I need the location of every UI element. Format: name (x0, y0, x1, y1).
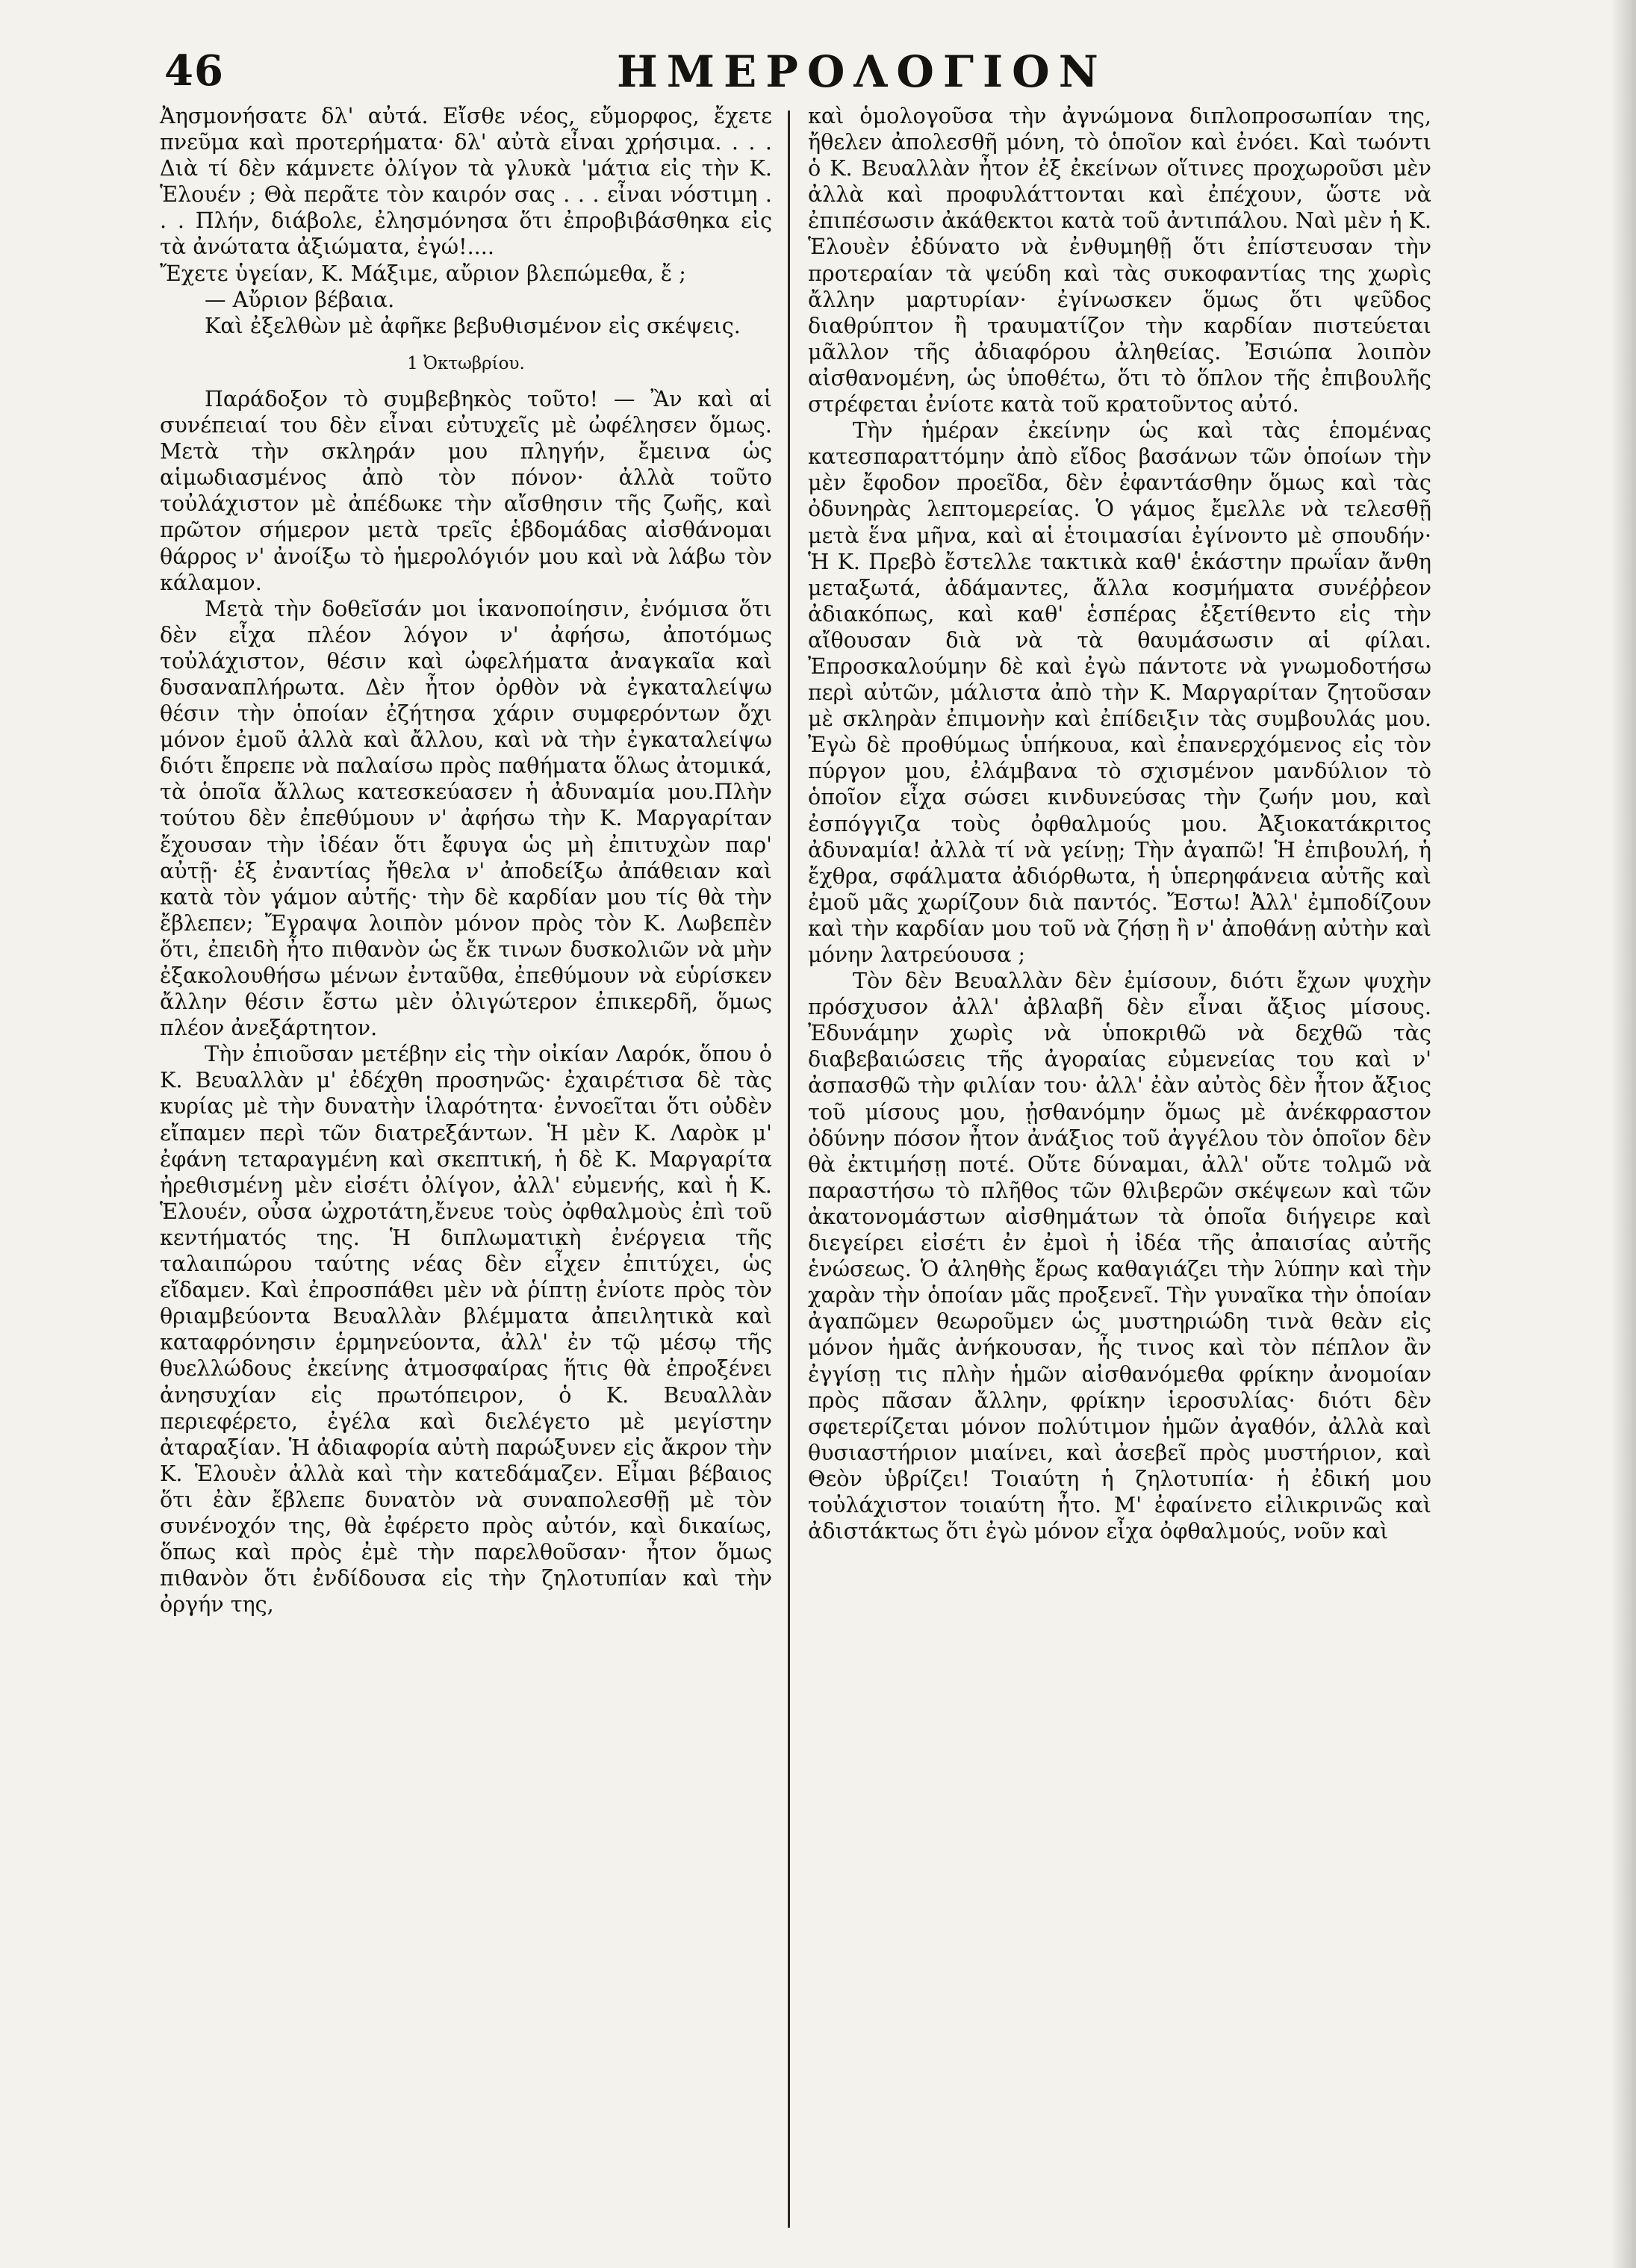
left-paragraph-5: Παράδοξον τὸ συμβεβηκὸς τοῦτο! — Ἂν καὶ αἱ συνέπειαί του δὲν εἶναι εὐτυχεῖς μὲ ὠφέλησεν ὅμως. Μετὰ τὴν σκληράν μου πληγήν, ἔμεινα ὡς αἱμωδιασμένος ἀπὸ τὸν πόνον· ἀλλὰ τοῦτο τοὐλάχιστον μὲ ἀπέδωκε τὴν αἴσθησιν τῆς ζωῆς, καὶ πρῶτον σήμερον μετὰ τρεῖς ἑβδομάδας αἰσθάνομαι θάρρος ν' ἀνοίξω τὸ ἡμερολόγιόν μου καὶ νὰ λάβω τὸν κάλαμον. (160, 385, 772, 595)
right-paragraph-3: Τὸν δὲν Βευαλλὰν δὲν ἐμίσουν, διότι ἔχων ψυχὴν πρόσχυσον ἀλλ' ἀβλαβῆ δὲν εἶναι ἄξιος μίσους. Ἐδυνάμην χωρὶς νὰ ὑποκριθῶ νὰ δεχθῶ τὰς διαβεβαιώσεις τῆς ἀγοραίας εὐμενείας του καὶ ν' ἀσπασθῶ τὴν φιλίαν του· ἀλλ' ἐὰν αὐτὸς δὲν ἦτον ἄξιος τοῦ μίσους μου, ᾐσθανόμην ὅμως μὲ ἀνέκφραστον ὀδύνην πόσον ἦτον ἀνάξιος τοῦ ἀγγέλου τὸν ὁποῖον δὲν θὰ ἐκτιμήσῃ ποτέ. Οὔτε δύναμαι, ἀλλ' οὔτε τολμῶ νὰ παραστήσω τὸ πλῆθος τῶν θλιβερῶν σκέψεων καὶ τῶν ἀκατονομάστων αἰσθημάτων τὰ ὁποῖα διήγειρε καὶ διεγείρει εἰσέτι ἐν ἐμοὶ ἡ ἰδέα τῆς ἀπαισίας αὐτῆς ἑνώσεως. Ὁ ἀληθὴς ἔρως καθαγιάζει τὴν λύπην καὶ τὴν χαρὰν τὴν ὁποίαν μᾶς προξενεῖ. Τὴν γυναῖκα τὴν ὁποίαν ἀγαπῶμεν θεωροῦμεν ὡς μυστηριώδη τινὰ θεὰν εἰς μόνον ἡμᾶς ἀνήκουσαν, ἧς τινος καὶ τὸν πέπλον ἂν ἐγγίσῃ τις πλὴν ἡμῶν αἰσθανόμεθα φρίκην ἀνομοίαν πρὸς πᾶσαν ἄλλην, φρίκην ἱεροσυλίας· διότι δὲν σφετερίζεται μόνον πολύτιμον ἡμῶν ἀγαθόν, ἀλλὰ καὶ θυσιαστήριον μιαίνει, καὶ ἀσεβεῖ πρὸς μυστήριον, καὶ Θεὸν ὑβρίζει! Τοιαύτη ἡ ζηλοτυπία· ἡ ἐδική μου τοὐλάχιστον τοιαύτη ἦτο. Μ' ἐφαίνετο εἰλικρινῶς καὶ ἀδιστάκτως ὅτι ἐγὼ μόνον εἶχα ὀφθαλμούς, νοῦν καὶ (808, 968, 1431, 1544)
left-paragraph-2: Ἔχετε ὑγείαν, Κ. Μάξιμε, αὔριον βλεπώμεθα, ἔ ; (160, 260, 686, 286)
running-title: ΗΜΕΡΟΛΟΓΙΟΝ (617, 46, 1107, 97)
left-paragraph-1: Ἀησμονήσατε δλ' αὐτά. Εἴσθε νέος, εὔμορφος, ἔχετε πνεῦμα καὶ προτερήματα· δλ' αὐτὰ εἶναι χρήσιμα. . . . Διὰ τί δὲν κάμνετε ὀλίγον τὰ γλυκὰ 'μάτια εἰς τὴν Κ. Ἑλουέν ; Θὰ περᾶτε τὸν καιρόν σας . . . εἶναι νόστιμη . . . Πλήν, διάβολε, ἐλησμόνησα ὅτι ἐπροβιβάσθηκα εἰς τὰ ἀνώτατα ἀξιώματα, ἐγώ!.... (160, 103, 772, 260)
right-paragraph-1: καὶ ὁμολογοῦσα τὴν ἀγνώμονα διπλοπροσωπίαν της, ἤθελεν ἀπολεσθῆ μόνη, τὸ ὁποῖον καὶ ἐνόει. Καὶ τωόντι ὁ Κ. Βευαλλὰν ἦτον ἐξ ἐκείνων οἵτινες προχωροῦσι μὲν ἀλλὰ καὶ προφυλάττονται καὶ ἐπέχουν, ὥστε νὰ ἐπιπέσωσιν ἀκάθεκτοι κατὰ τοῦ ἀντιπάλου. Ναὶ μὲν ἡ Κ. Ἑλουὲν ἐδύνατο νὰ ἐνθυμηθῇ ὅτι ἐπίστευσαν τὴν προτεραίαν τὰ ψεύδη καὶ τὰς συκοφαντίας της χωρὶς ἄλλην μαρτυρίαν· ἐγίνωσκεν ὅμως ὅτι ψεῦδος διαθρύπτον ἢ τραυματίζον τὴν καρδίαν πιστεύεται μᾶλλον τῆς ἀδιαφόρου ἀληθείας. Ἐσιώπα λοιπὸν αἰσθανομένη, ὡς ὑποθέτω, ὅτι τὸ ὅπλον τῆς ἐπιβουλῆς στρέφεται ἐνίοτε κατὰ τοῦ κρατοῦντος αὐτό. (808, 103, 1431, 417)
left-paragraph-6: Μετὰ τὴν δοθεῖσάν μοι ἱκανοποίησιν, ἐνόμισα ὅτι δὲν εἶχα πλέον λόγον ν' ἀφήσω, ἀποτόμως τοὐλάχιστον, θέσιν καὶ ὠφελήματα ἀναγκαῖα καὶ δυσαναπλήρωτα. Δὲν ἦτον ὀρθὸν νὰ ἐγκαταλείψω θέσιν τὴν ὁποίαν ἐζήτησα χάριν συμφερόντων ὄχι μόνον ἐμοῦ ἀλλὰ καὶ ἄλλου, καὶ νὰ τὴν ἐγκαταλείψω διότι ἔπρεπε νὰ παλαίσω πρὸς παθήματα ὅλως ἀτομικά, τὰ ὁποῖα ἄλλως κατεσκεύασεν ἡ ἀδυναμία μου.Πλὴν τούτου δὲν ἐπεθύμουν ν' ἀφήσω τὴν Κ. Μαργαρίταν ἔχουσαν τὴν ἰδέαν ὅτι ἔφυγα ὡς μὴ ἐπιτυχὼν παρ' αὐτῇ· ἐξ ἐναντίας ἤθελα ν' ἀποδείξω ἀπάθειαν καὶ κατὰ τὸν γάμον αὐτῆς· τὴν δὲ καρδίαν μου τίς θὰ τὴν ἔβλεπεν; Ἔγραψα λοιπὸν μόνον πρὸς τὸν Κ. Λωβεπὲν ὅτι, ἐπειδὴ ἦτο πιθανὸν ὡς ἔκ τινων δυσκολιῶν νὰ μὴν ἐξακολουθήσω μένων ἐνταῦθα, ἐπεθύμουν νὰ εὑρίσκεν ἄλλην θέσιν ἔστω μὲν ὀλιγώτερον ἐπικερδῆ, ὅμως πλέον ἀνεξάρτητον. (160, 595, 772, 1041)
right-paragraph-2: Τὴν ἡμέραν ἐκείνην ὡς καὶ τὰς ἑπομένας κατεσπαραττόμην ἀπὸ εἴδος βασάνων τῶν ὁποίων τὴν μὲν ἔφοδον προεῖδα, δὲν ἐφαντάσθην ὅμως καὶ τὰς ὀδυνηρὰς λεπτομερείας. Ὁ γάμος ἔμελλε νὰ τελεσθῇ μετὰ ἕνα μῆνα, καὶ αἱ ἑτοιμασίαι ἐγίνοντο μὲ σπουδήν· Ἡ Κ. Πρεβὸ ἔστελλε τακτικὰ καθ' ἑκάστην πρωΐαν ἄνθη μεταξωτά, ἀδάμαντες, ἄλλα κοσμήματα συνέῤῥεον ἀδιακόπως, καὶ καθ' ἑσπέρας ἐξετίθεντο εἰς τὴν αἴθουσαν διὰ νὰ τὰ θαυμάσωσιν αἱ φίλαι. Ἐπροσκαλούμην δὲ καὶ ἐγὼ πάντοτε νὰ γνωμοδοτήσω περὶ αὐτῶν, μάλιστα ἀπὸ τὴν Κ. Μαργαρίταν ζητοῦσαν μὲ σκληρὰν ἐπιμονὴν καὶ ἐπίδειξιν τὰς συμβουλάς μου. Ἐγὼ δὲ προθύμως ὑπήκουα, καὶ ἐπανερχόμενος εἰς τὸν πύργον μου, ἐλάμβανα τὸ σχισμένον μανδύλιον τὸ ὁποῖον εἶχα σώσει κινδυνεύσας τὴν ζωήν μου, καὶ ἐσπόγγιζα τοὺς ὀφθαλμούς μου. Ἀξιοκατάκριτος ἀδυναμία! ἀλλὰ τί νὰ γείνῃ; Τὴν ἀγαπῶ! Ἡ ἐπιβουλή, ἡ ἔχθρα, σφάλματα ἀδιόρθωτα, ἡ ὑπερηφάνεια αὐτῆς καὶ ἐμοῦ μᾶς χωρίζουν διὰ παντός. Ἔστω! Ἀλλ' ἐμποδίζουν καὶ τὴν καρδίαν μου τοῦ νὰ ζήσῃ ἢ ν' ἀποθάνῃ αὐτὴν καὶ μόνην λατρεύουσα ; (808, 417, 1431, 967)
page-number: 46 (164, 46, 224, 96)
left-paragraph-7: Τὴν ἐπιοῦσαν μετέβην εἰς τὴν οἰκίαν Λαρόκ, ὅπου ὁ Κ. Βευαλλὰν μ' ἐδέχθη προσηνῶς· ἐχαιρέτισα δὲ τὰς κυρίας μὲ τὴν δυνατὴν ἱλαρότητα· ἐνvοεῖται ὅτι οὐδὲν εἴπαμεν περὶ τῶν διατρεξάντων. Ἡ μὲν Κ. Λαρὸκ μ' ἐφάνη τεταραγμένη καὶ σκεπτική, ἡ δὲ Κ. Μαργαρίτα ἠρεθισμένη μὲν εἰσέτι ὀλίγον, ἀλλ' εὐμενής, καὶ ἡ Κ. Ἑλουέν, οὖσα ὠχροτάτη,ἔνευε τοὺς ὀφθαλμοὺς ἐπὶ τοῦ κεντήματός της. Ἡ διπλωματικὴ ἐνέργεια τῆς ταλαιπώρου ταύτης νέας δὲν εἶχεν ἐπιτύχει, ὡς εἴδαμεν. Καὶ ἐπροσπάθει μὲν νὰ ῥίπτῃ ἐνίοτε πρὸς τὸν θριαμβεύοντα Βευαλλὰν βλέμματα ἀπειλητικὰ καὶ καταφρόνησιν ἑρμηνεύοντα, ἀλλ' ἐν τῷ μέσῳ τῆς θυελλώδους ἐκείνης ἀτμοσφαίρας ἥτις θὰ ἐπροξένει ἀνησυχίαν εἰς πρωτόπειρον, ὁ Κ. Βευαλλὰν περιεφέρετο, ἐγέλα καὶ διελέγετο μὲ μεγίστην ἀταραξίαν. Ἡ ἀδιαφορία αὐτὴ παρώξυνεν εἰς ἄκρον τὴν Κ. Ἑλουὲν ἀλλὰ καὶ τὴν κατεδάμαζεν. Εἶμαι βέβαιος ὅτι ἐὰν ἔβλεπε δυνατὸν νὰ συναπολεσθῇ μὲ τὸν συνένοχόν της, θὰ ἐφέρετο πρὸς αὐτόν, καὶ δικαίως, ὅπως καὶ πρὸς ἐμὲ τὴν παρελθοῦσαν· ἦτον ὅμως πιθανὸν ὅτι ἐνδίδουσα εἰς τὴν ζηλοτυπίαν καὶ τὴν ὀργήν της, (160, 1041, 772, 1618)
left-column (160, 103, 772, 2246)
column-divider (788, 111, 790, 2228)
right-column (808, 103, 1431, 2246)
entry-date: 1 Ὀκτωβρίου. (407, 353, 525, 373)
page-header (0, 46, 1636, 106)
binding-shadow (1611, 0, 1636, 2268)
left-paragraph-3: — Αὔριον βέβαια. (205, 286, 395, 312)
left-paragraph-4: Καὶ ἐξελθὼν μὲ ἀφῆκε βεβυθισμένον εἰς σκέψεις. (205, 312, 741, 338)
